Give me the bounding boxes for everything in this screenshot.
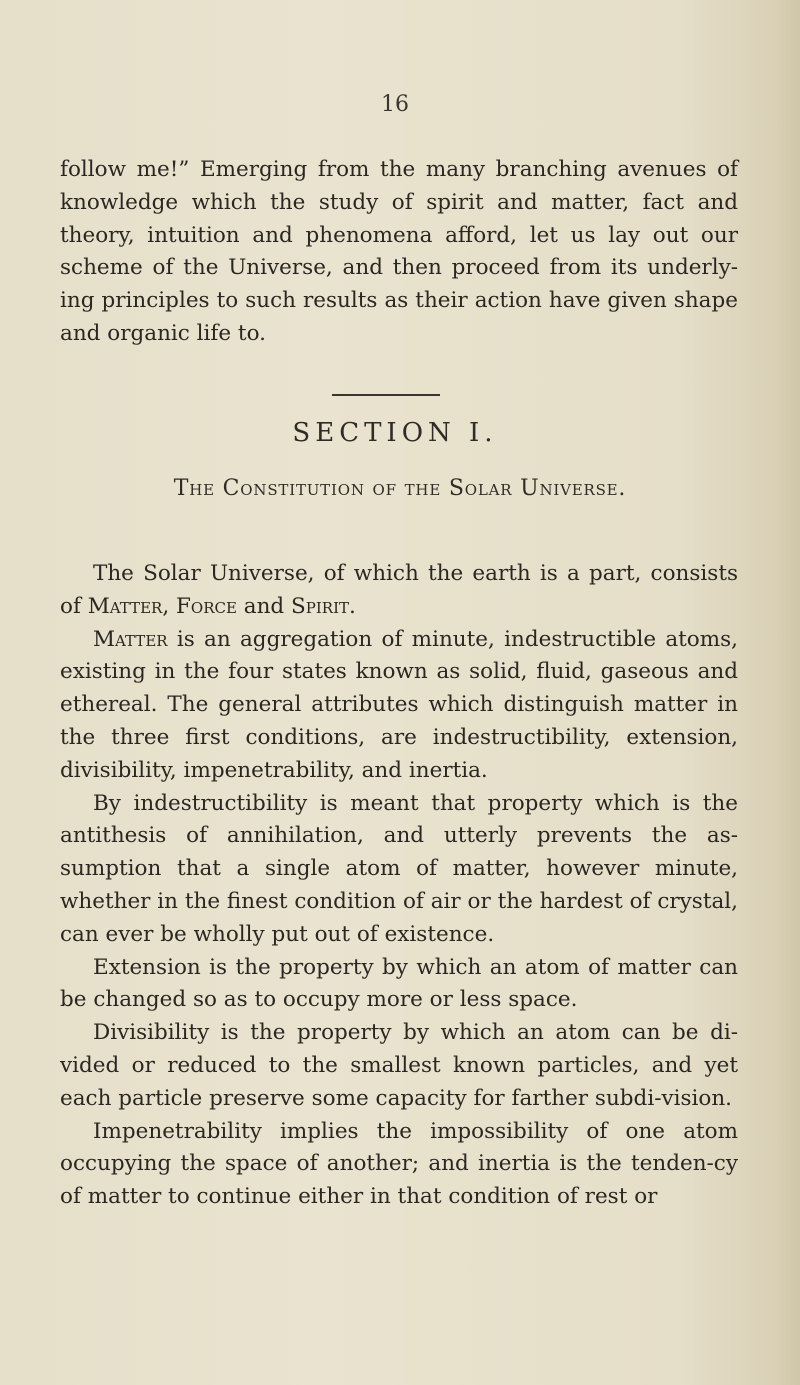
section-body [60,558,738,1214]
section-heading: SECTION I. [292,418,498,448]
paragraph-indestructibility: By indestructibility is meant that property which is the antithesis of annihilation, and utterly prevents the as-sumption that a single atom of matter, however minute, whether in the finest condition of air or the hardest of crystal, can ever be wholly put out of existence. [60,790,738,947]
paragraph-extension: Extension is the property by which an atom of matter can be changed so as to occupy more or less space. [60,954,738,1013]
paragraph-solar-universe: The Solar Universe, of which the earth is a part, consists of Matter, Force and Spirit. [60,561,738,619]
term-matter: Matter [87,593,163,619]
intro-paragraph: follow me!” Emerging from the many branching avenues of knowledge which the study of spirit and matter, fact and theory, intuition and phenomena afford, let us lay out our scheme of the Universe, and then proceed from its underly-ing principles to such results as their action have given shape and organic life to. [60,157,738,346]
page-number: 16 [381,92,409,117]
section-title: The Constitution of the Solar Universe. [173,476,627,501]
paragraph-impenetrability: Impenetrability implies the impossibility of one atom occupying the space of another; and inertia is the tenden-cy of matter to continue either in that condition of rest or [60,1118,738,1210]
paragraph-matter: Matter is an aggregation of minute, indestructible atoms, existing in the four states known as solid, fluid, gaseous and ethereal. The general attributes which distinguish matter in the three first conditions, are indestructibility, extension, divisibility, impenetrability, and inertia. [60,626,738,783]
term-matter-definition: Matter [93,626,168,652]
section-divider [332,394,440,396]
paragraph-divisibility: Divisibility is the property by which an atom can be di-vided or reduced to the smallest known particles, and yet each particle preserve some capacity for farther subdi-vision. [60,1020,738,1111]
term-force: Force [175,593,237,619]
term-spirit: Spirit [291,593,350,619]
